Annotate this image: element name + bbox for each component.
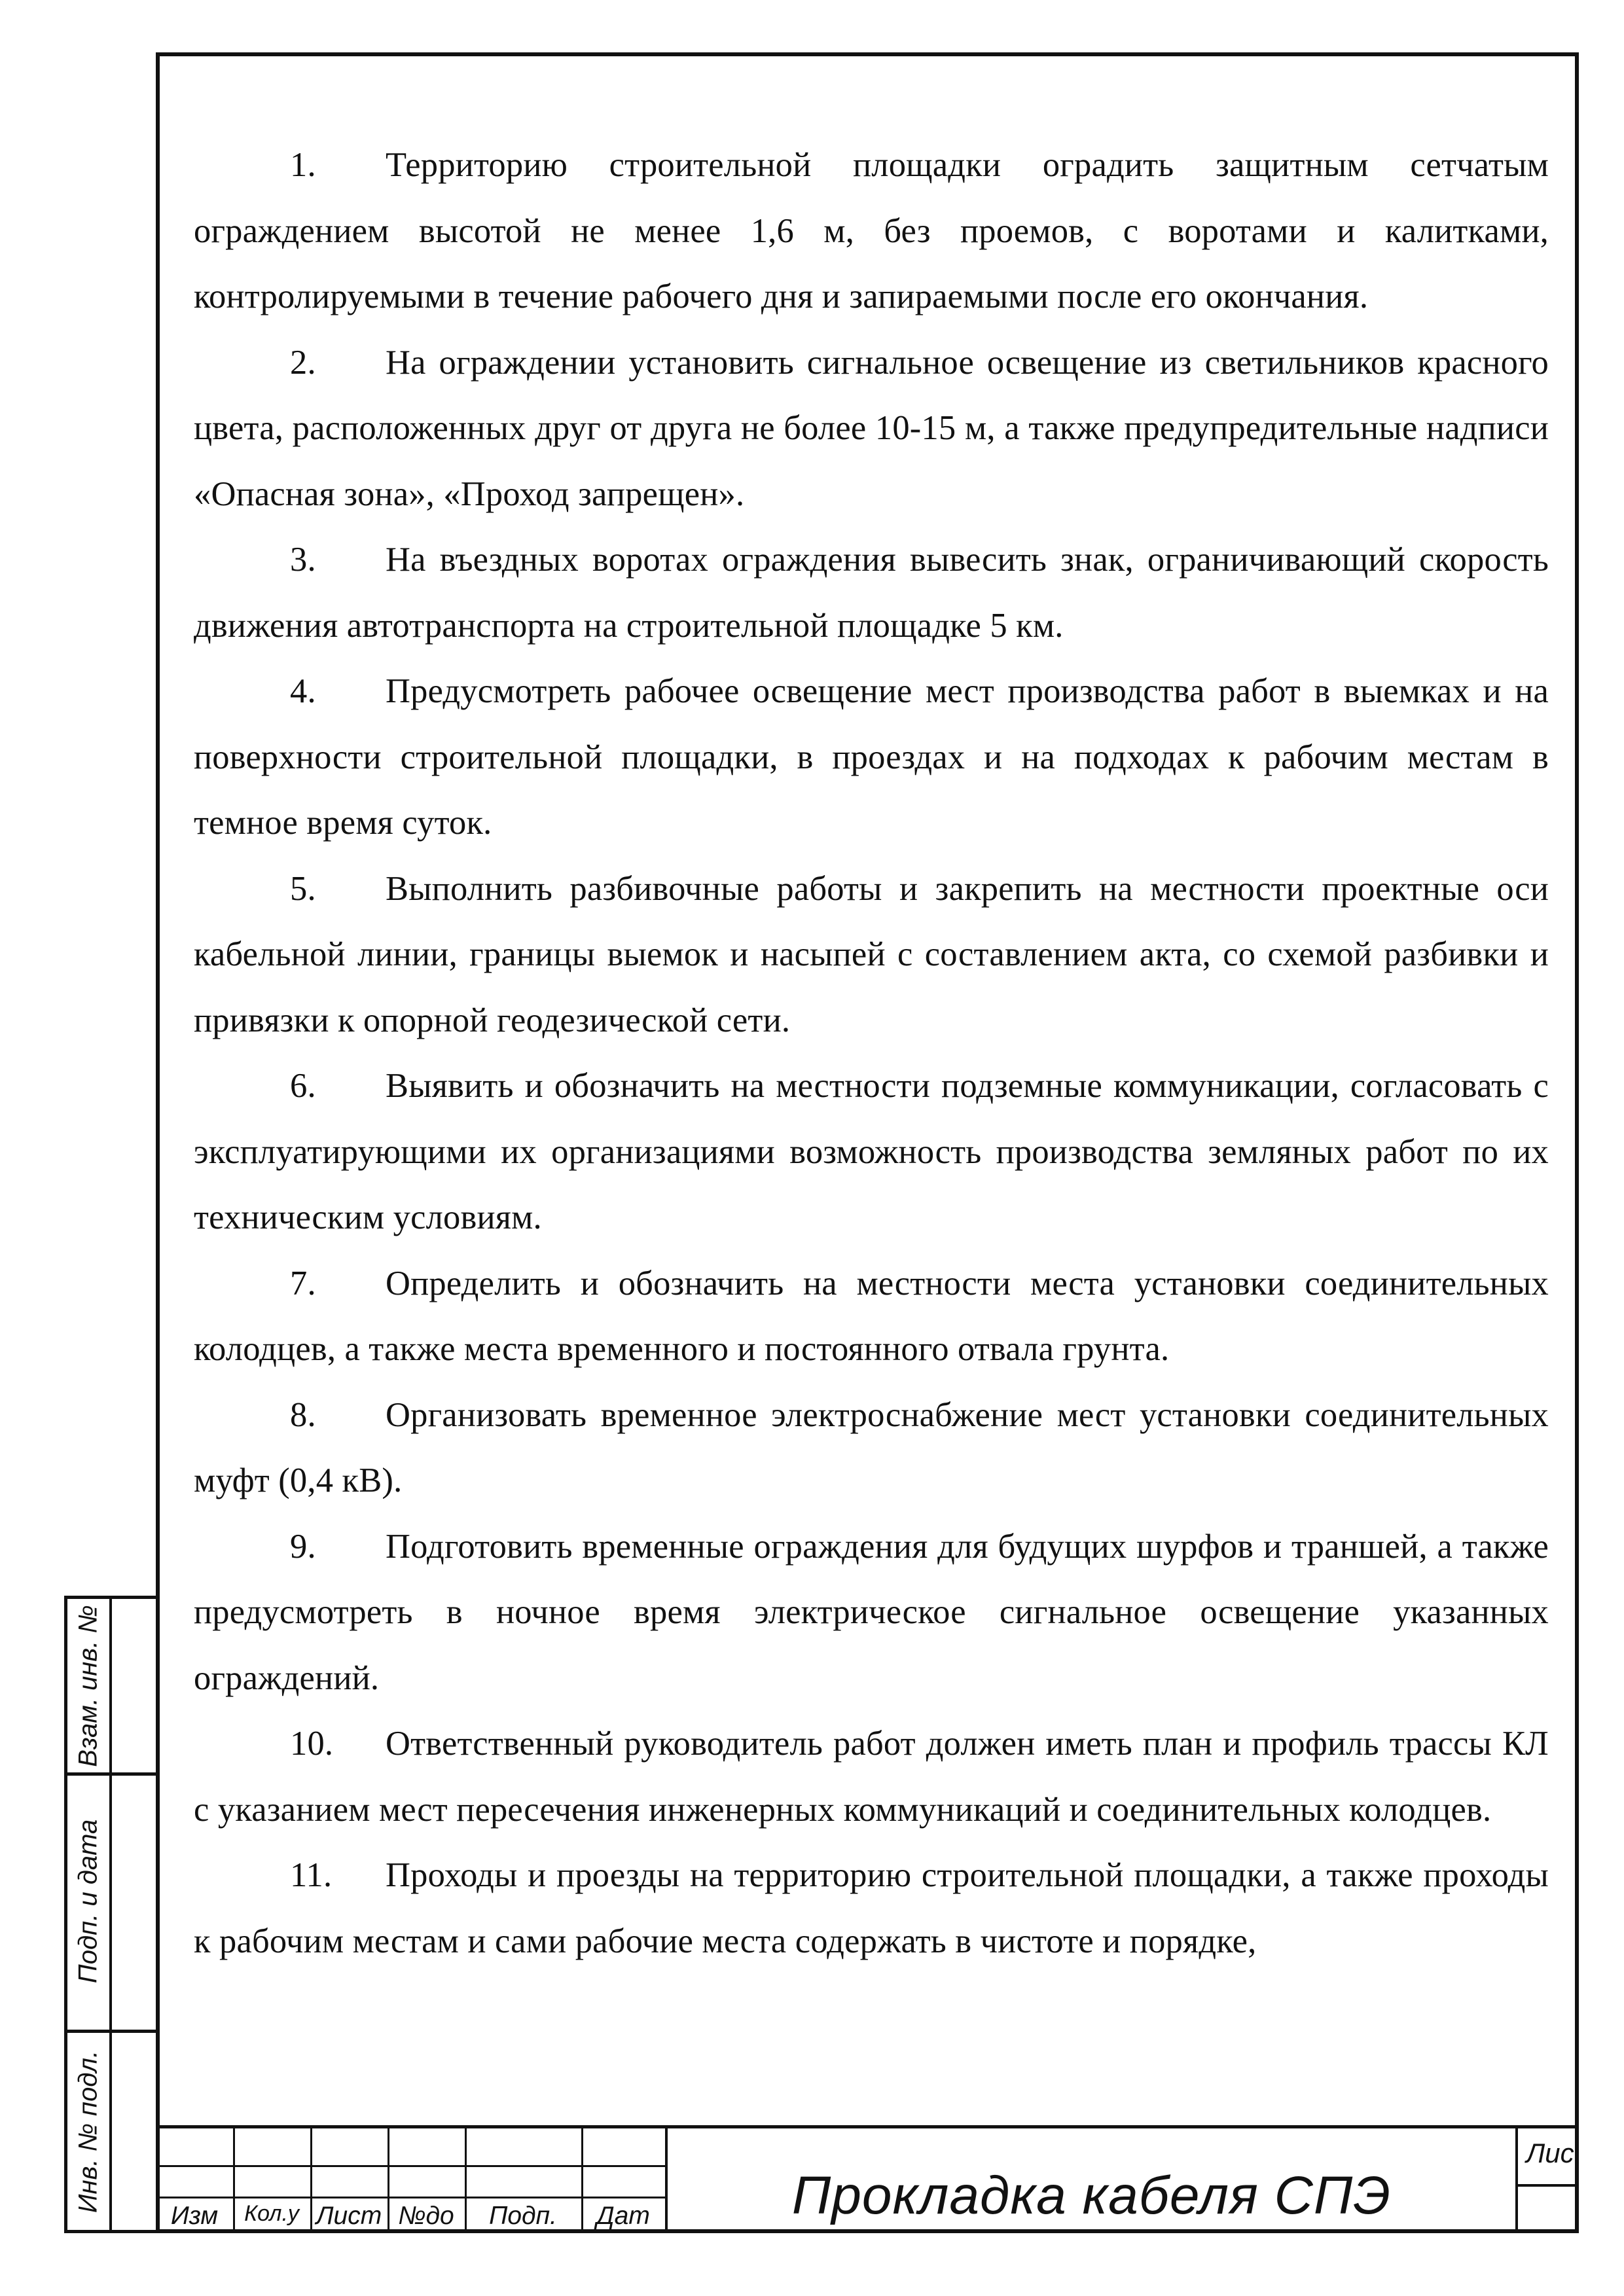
column-label-ndoc: №до bbox=[398, 2202, 454, 2230]
paragraph-number: 8. bbox=[290, 1395, 316, 1434]
paragraph-text: На ограждении установить сигнальное освещение из светильников красного цвета, расположенных друг от друга не более 10-15 м, а также предупредительные надписи «Опасная зона», «Проход запрещен». bbox=[194, 343, 1549, 513]
paragraph-number: 7. bbox=[290, 1264, 316, 1302]
side-stamp-label: Инв. № подл. bbox=[73, 2050, 103, 2213]
paragraph-7 bbox=[194, 1251, 1549, 1382]
paragraph-text: Проходы и проезды на территорию строительной площадки, а также проходы к рабочим местам и сами рабочие места содержать в чистоте и порядке, bbox=[194, 1856, 1549, 1960]
paragraph-text: Ответственный руководитель работ должен иметь план и профиль трассы КЛ с указанием мест пересечения инженерных коммуникаций и соединительных колодцев. bbox=[194, 1725, 1549, 1829]
paragraph-number: 6. bbox=[290, 1067, 316, 1105]
paragraph-2 bbox=[194, 330, 1549, 528]
grid-line bbox=[156, 2197, 665, 2198]
paragraph-text: Предусмотреть рабочее освещение мест производства работ в выемках и на поверхности строительной площадки, в проездах и на подходах к рабочим местам в темное время суток. bbox=[194, 672, 1549, 842]
side-stamp-inv-podl bbox=[64, 2033, 156, 2233]
paragraph-text: Выполнить разбивочные работы и закрепить на местности проектные оси кабельной линии, границы выемок и насыпей с составлением акта, со схемой разбивки и привязки к опорной геодезической сети. bbox=[194, 869, 1549, 1039]
paragraph-number: 5. bbox=[290, 869, 316, 908]
side-stamp-podp-data bbox=[64, 1772, 156, 2033]
paragraph-text: На въездных воротах ограждения вывесить знак, ограничивающий скорость движения автотранспорта на строительной площадке 5 км. bbox=[194, 541, 1549, 645]
paragraph-3 bbox=[194, 527, 1549, 658]
document-body bbox=[194, 132, 1549, 1974]
paragraph-text: Организовать временное электроснабжение мест установки соединительных муфт (0,4 кВ). bbox=[194, 1395, 1549, 1499]
grid-line bbox=[156, 2165, 665, 2167]
title-block-divider bbox=[1515, 2128, 1518, 2233]
sheet-label: Лис bbox=[1526, 2138, 1574, 2168]
column-label-data: Дат bbox=[596, 2202, 650, 2230]
paragraph-11 bbox=[194, 1842, 1549, 1974]
title-block-divider bbox=[1515, 2184, 1579, 2187]
column-label-podp: Подп. bbox=[489, 2202, 557, 2230]
paragraph-9 bbox=[194, 1514, 1549, 1712]
column-label-kol: Кол.у bbox=[244, 2201, 299, 2226]
paragraph-8 bbox=[194, 1382, 1549, 1514]
side-stamp-vzam-inv bbox=[64, 1596, 156, 1776]
side-stamp-label-cell bbox=[67, 1772, 112, 2030]
paragraph-5 bbox=[194, 856, 1549, 1054]
paragraph-1 bbox=[194, 132, 1549, 330]
revision-grid bbox=[156, 2128, 665, 2233]
paragraph-number: 1. bbox=[290, 146, 316, 184]
paragraph-text: Территорию строительной площадки оградить защитным сетчатым ограждением высотой не менее 1,6 м, без проемов, с воротами и калитками, контролируемыми в течение рабочего дня и запираемыми после его окончания. bbox=[194, 146, 1549, 315]
side-stamp-label-cell bbox=[67, 2033, 112, 2230]
paragraph-number: 3. bbox=[290, 541, 316, 579]
side-stamp-label: Подп. и дата bbox=[73, 1819, 103, 1983]
paragraph-10 bbox=[194, 1711, 1549, 1842]
paragraph-number: 2. bbox=[290, 343, 316, 382]
document-title: Прокладка кабеля СПЭ bbox=[791, 2166, 1392, 2225]
paragraph-number: 9. bbox=[290, 1527, 316, 1566]
side-stamp-label-cell bbox=[67, 1599, 112, 1772]
paragraph-number: 11. bbox=[290, 1856, 333, 1894]
column-label-izm: Изм bbox=[170, 2202, 219, 2230]
paragraph-text: Определить и обозначить на местности места установки соединительных колодцев, а также места временного и постоянного отвала грунта. bbox=[194, 1264, 1549, 1368]
side-stamp-label: Взам. инв. № bbox=[73, 1604, 103, 1767]
paragraph-number: 4. bbox=[290, 672, 316, 710]
paragraph-text: Подготовить временные ограждения для будущих шурфов и траншей, а также предусмотреть в ночное время электрическое сигнальное освещение указанных ограждений. bbox=[194, 1527, 1549, 1697]
column-label-list: Лист bbox=[316, 2202, 382, 2230]
title-block bbox=[156, 2125, 1579, 2233]
paragraph-text: Выявить и обозначить на местности подземные коммуникации, согласовать с эксплуатирующими их организациями возможность производства земляных работ по их техническим условиям. bbox=[194, 1067, 1549, 1236]
paragraph-6 bbox=[194, 1053, 1549, 1251]
paragraph-number: 10. bbox=[290, 1725, 334, 1763]
paragraph-4 bbox=[194, 658, 1549, 856]
